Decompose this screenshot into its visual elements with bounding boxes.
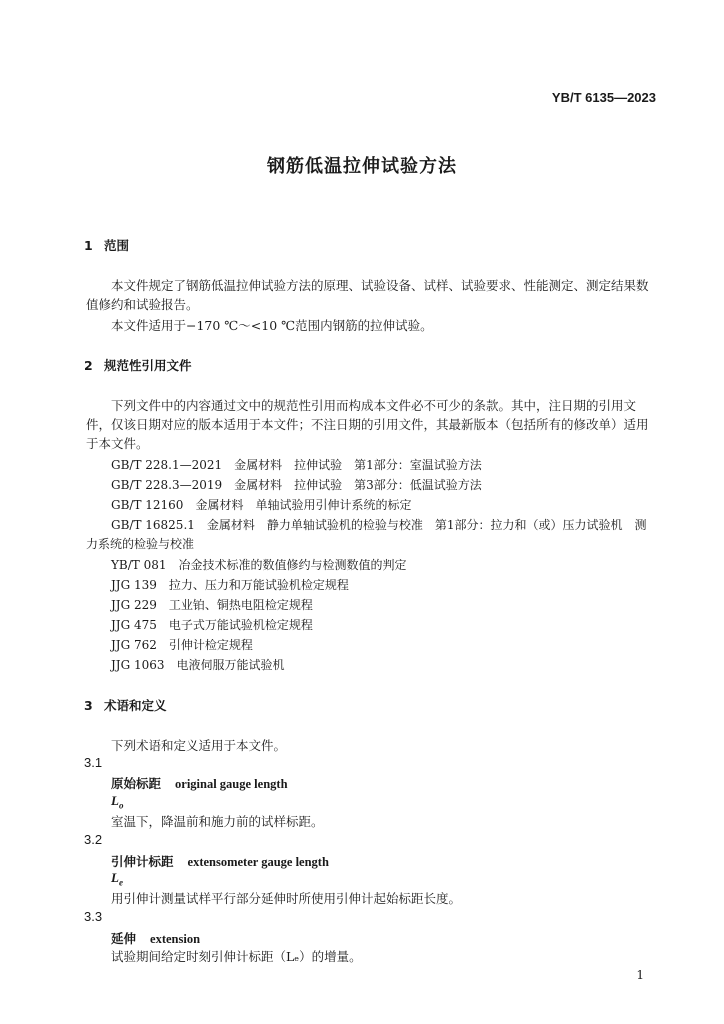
term-chinese: 引伸计标距: [111, 854, 174, 869]
section-3-heading: [84, 696, 167, 714]
reference-item: JJG 762 引伸计检定规程: [111, 638, 253, 652]
section-3-number: 3: [84, 698, 93, 713]
term-number: 3.1: [84, 755, 103, 770]
reference-item: GB/T 12160 金属材料 单轴试验用引伸计系统的标定: [111, 498, 412, 512]
term-number: 3.3: [84, 909, 103, 924]
reference-item: JJG 1063 电液伺服万能试验机: [111, 658, 285, 672]
reference-item: JJG 139 拉力、压力和万能试验机检定规程: [111, 578, 349, 592]
term-heading: [111, 851, 329, 870]
section-1-para-2: 本文件适用于−170 ℃～<10 ℃范围内钢筋的拉伸试验。: [111, 318, 433, 333]
section-1-heading: [84, 236, 129, 254]
term-chinese: 原始标距: [111, 776, 162, 791]
symbol-letter: L: [111, 793, 119, 808]
term-definition: 室温下，降温前和施力前的试样标距。: [111, 814, 324, 829]
term-english: original gauge length: [175, 777, 288, 791]
section-3-intro: 下列术语和定义适用于本文件。: [111, 738, 287, 753]
section-2-number: 2: [84, 358, 93, 373]
term-chinese: 延伸: [111, 931, 137, 946]
term-definition: 试验期间给定时刻引伸计标距（Lₑ）的增量。: [111, 949, 362, 964]
reference-item: GB/T 228.1—2021 金属材料 拉伸试验 第1部分：室温试验方法: [111, 458, 482, 472]
section-1-number: 1: [84, 238, 93, 253]
reference-item: YB/T 081 冶金技术标准的数值修约与检测数值的判定: [111, 558, 407, 572]
symbol-letter: L: [111, 870, 119, 885]
section-1-para-1: 本文件规定了钢筋低温拉伸试验方法的原理、试验设备、试样、试验要求、性能测定、测定结果数值修约和试验报告。: [86, 278, 649, 312]
section-2-title: 规范性引用文件: [104, 358, 192, 373]
page-number: 1: [636, 968, 644, 982]
term-heading: [111, 928, 200, 947]
term-symbol: [111, 870, 123, 888]
section-2-heading: [84, 356, 192, 374]
reference-item: GB/T 16825.1 金属材料 静力单轴试验机的检验与校准 第1部分：拉力和（或）压力试验机 测力系统的检验与校准: [86, 518, 647, 551]
reference-item: JJG 475 电子式万能试验机检定规程: [111, 618, 313, 632]
symbol-subscript: e: [118, 877, 123, 888]
reference-item: GB/T 228.3—2019 金属材料 拉伸试验 第3部分：低温试验方法: [111, 478, 482, 492]
section-3-title: 术语和定义: [104, 698, 167, 713]
section-1-title: 范围: [104, 238, 130, 253]
term-english: extension: [150, 932, 201, 946]
term-number: 3.2: [84, 832, 103, 847]
section-2-intro: 下列文件中的内容通过文中的规范性引用而构成本文件必不可少的条款。其中，注日期的引用文件，仅该日期对应的版本适用于本文件；不注日期的引用文件，其最新版本（包括所有的修改单）适用于本文件。: [86, 398, 649, 451]
term-english: extensometer gauge length: [187, 855, 329, 869]
reference-item: JJG 229 工业铂、铜热电阻检定规程: [111, 598, 313, 612]
term-heading: [111, 773, 288, 792]
term-definition: 用引伸计测量试样平行部分延伸时所使用引伸计起始标距长度。: [111, 891, 462, 906]
term-symbol: [111, 793, 123, 811]
standard-code: YB/T 6135—2023: [551, 90, 656, 105]
symbol-subscript: o: [118, 800, 124, 811]
document-title: 钢筋低温拉伸试验方法: [267, 156, 457, 177]
